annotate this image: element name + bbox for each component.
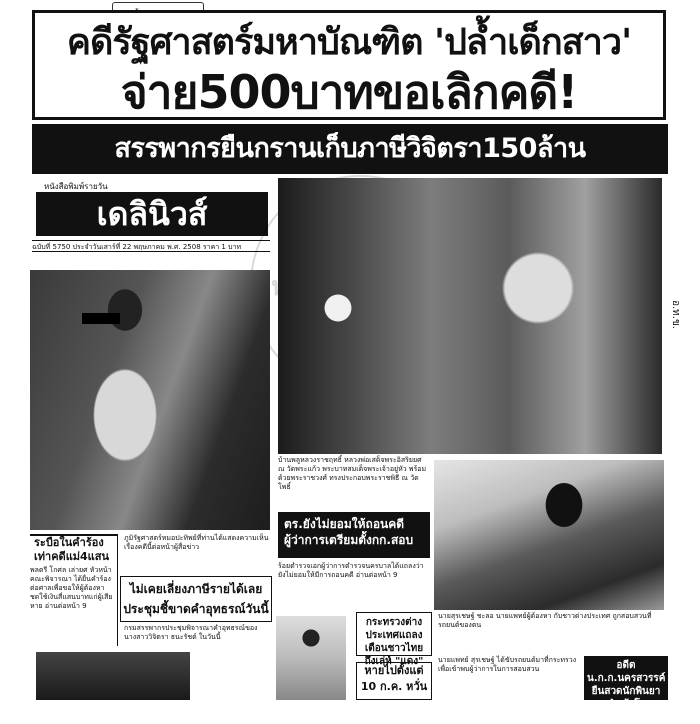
portrait-photo xyxy=(276,616,346,700)
headline-line-2: จ่าย500บาทขอเลิกคดี! xyxy=(120,65,578,119)
subheadline: สรรพากรยืนกรานเก็บภาษีวิจิตรา150ล้าน xyxy=(32,124,668,174)
car-story-body: นายแพทย์ สุรเชษฐ์ ได้ขับรถยนต์มาที่กระทรวงเพื่อเข้าพบผู้ว่าการในการสอบสวน xyxy=(438,656,577,673)
car-caption: นายสุรเชษฐ์ ชะลอ นายแพทย์ผู้ต้องหา กับชาวต่างประเทศ ถูกสอบสวนที่รถยนต์ของตน xyxy=(438,612,652,629)
ceremony-photo xyxy=(278,178,662,454)
middle-caption: ภูมิรัฐศาสตร์หมอปะทิพย์ที่ท่านได้แสดงความเห็นเรื่องคดีนี้ต่อหน้าผู้สื่อข่าว xyxy=(124,534,269,551)
police-headline xyxy=(278,512,430,558)
police-headline-line-2: ผู้ว่าการเตรียมตั้งกก.สอบ xyxy=(284,533,414,547)
left-column-body: พลตรี โกศล เล่ายศ หัวหน้าคณะพิจารณา ได้ยื่นคำร้องต่อศาลเพื่อขอให้ผู้ต้องหาชดใช้เงินสี่แสนบาทแก่ผู้เสียหาย อ่านต่อหน้า 9 xyxy=(30,534,118,646)
left-column-headline: ระบือในคำร้องเท่าคดีแม่4แสน xyxy=(34,536,110,563)
car-photo xyxy=(434,460,664,610)
police-headline-line-1: ตร.ยังไม่ยอมให้ถอนคดี xyxy=(284,517,405,531)
police-body: ร้อยตำรวจเอกผู้ว่าการตำรวจนครบาลได้แถลงว่ายังไม่ยอมให้มีการถอนคดี อ่านต่อหน้า 9 xyxy=(278,562,424,579)
missing-headline: หายไปตั้งแต่ 10 ก.ค. หวั่น xyxy=(356,662,432,700)
masthead-issue-line: ฉบับที่ 5750 ประจำวันเสาร์ที่ 22 พฤษภาคม พ.ศ. 2508 ราคา 1 บาท xyxy=(32,240,270,252)
tax-body: กรมสรรพากรประชุมพิจารณาคำอุทธรณ์ของนางสาววิจิตรา ธนะรัชต์ ในวันนี้ xyxy=(124,624,258,641)
bottom-left-photo xyxy=(36,652,190,700)
side-tag: อ.ท.ข. xyxy=(670,300,681,329)
masthead-tagline: หนังสือพิมพ์รายวัน xyxy=(44,182,108,191)
censor-bar xyxy=(82,313,120,324)
headline-line-1: คดีรัฐศาสตร์มหาบัณฑิต 'ปล้ำเด็กสาว' xyxy=(66,22,632,63)
woman-photo xyxy=(30,270,270,530)
ceremony-caption: บ้านพลูหลวงราชฤทธิ์ หลวงพ่อเสด็จพระอิสริยยศ ณ วัดพระแก้ว พระบาทสมเด็จพระเจ้าอยู่หัว พร้อมด้วยพระราชวงศ์ ทรงประกอบพระราชพิธี ณ วัดโพธิ์ xyxy=(278,456,427,491)
masthead-logo: เดลินิวส์ xyxy=(36,192,268,236)
foreign-ministry-headline: กระทรวงต่างประเทศแถลงเตือนชาวไทยถึงเล่ห์ "แดง" xyxy=(356,612,432,656)
tax-headline-line-1: ไม่เคยเลี่ยงภาษีรายได้เลย xyxy=(129,582,263,596)
tax-headline xyxy=(120,576,272,622)
tax-headline-line-2: ประชุมชี้ขาดคำอุทธรณ์วันนี้ xyxy=(123,602,269,616)
nakhon-sawan-headline: อดีตน.ก.ก.นครสวรรค์ยืนสวดนักพินยายาทำเค้าโครงเรื่องเจ้า xyxy=(584,656,668,700)
